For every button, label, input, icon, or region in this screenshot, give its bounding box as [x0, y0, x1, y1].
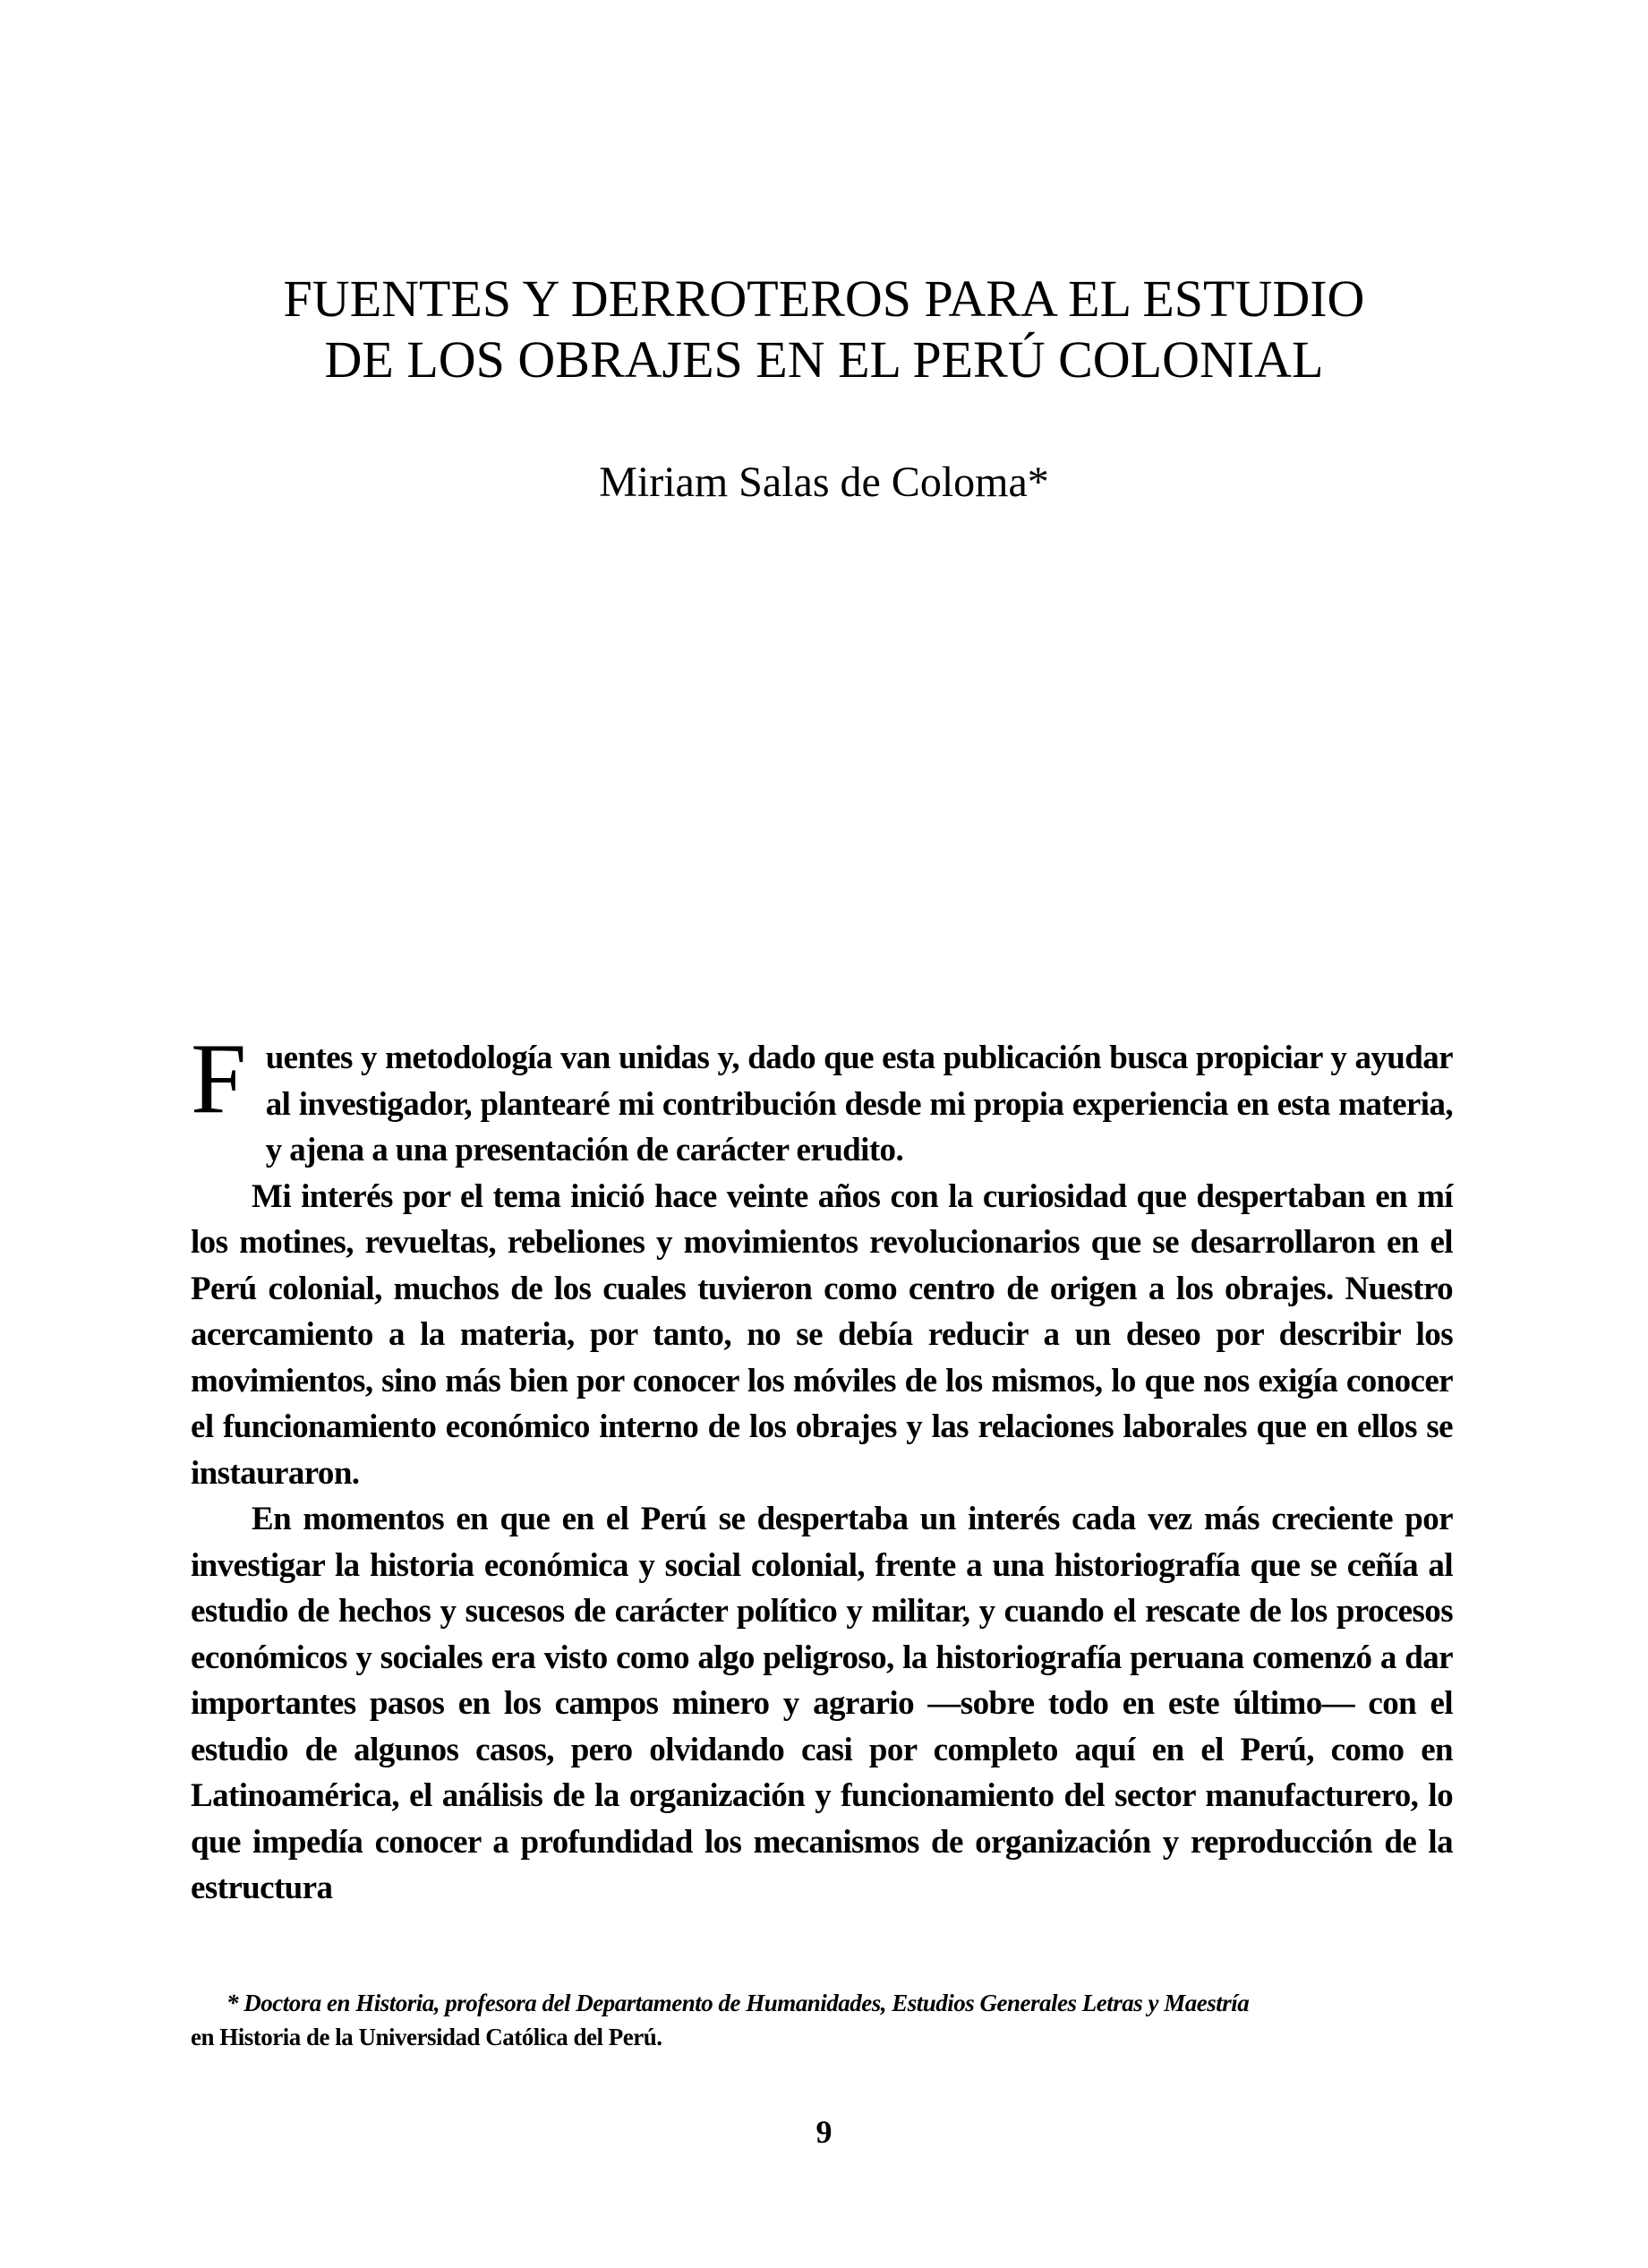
article-title — [0, 269, 1648, 390]
paragraph-1-text: uentes y metodología van unidas y, dado que esta publicación busca propiciar y ayudar al investigador, plantearé mi contribución desde mi propia experiencia en esta materia, y ajena a una presentación de carácter erudito. — [265, 1040, 1453, 1168]
author-name: Miriam Salas de Coloma* — [599, 458, 1049, 506]
footnote-line-1: * Doctora en Historia, profesora del Departamento de Humanidades, Estudios Generales Letras y Maestría — [226, 1990, 1250, 2016]
title-line-2: DE LOS OBRAJES EN EL PERÚ COLONIAL — [324, 330, 1324, 389]
page-number: 9 — [815, 2114, 833, 2150]
footnote — [191, 1986, 1430, 2054]
paragraph-3: En momentos en que en el Perú se despertaba un interés cada vez más creciente por investigar la historia económica y social colonial, frente a una historiografía que se ceñía al estudio de hechos y sucesos de carácter político y militar, y cuando el rescate de los procesos económicos y sociales era visto como algo peligroso, la historiografía peruana comenzó a dar importantes pasos en los campos minero y agrario —sobre todo en este último— con el estudio de algunos casos, pero olvidando casi por completo aquí en el Perú, como en Latinoamérica, el análisis de la organización y funcionamiento del sector manufacturero, lo que impedía conocer a profundidad los mecanismos de organización y reproducción de la estructura — [191, 1501, 1453, 1906]
paragraph-1 — [191, 1023, 1453, 1174]
paragraph-2: Mi interés por el tema inició hace veinte años con la curiosidad que despertaban en mí los motines, revueltas, rebeliones y movimientos revolucionarios que se desarrollaron en el Perú colonial, muchos de los cuales tuvieron como centro de origen a los obrajes. Nuestro acercamiento a la materia, por tanto, no se debía reducir a un deseo por describir los movimientos, sino más bien por conocer los móviles de los mismos, lo que nos exigía conocer el funcionamiento económico interno de los obrajes y las relaciones laborales que en ellos se instauraron. — [191, 1177, 1453, 1492]
article-body — [191, 1023, 1453, 1912]
footnote-line-2: en Historia de la Universidad Católica del Perú. — [191, 2024, 662, 2050]
title-line-1: FUENTES Y DERROTEROS PARA EL ESTUDIO — [283, 270, 1365, 328]
drop-cap: F — [191, 1023, 246, 1134]
